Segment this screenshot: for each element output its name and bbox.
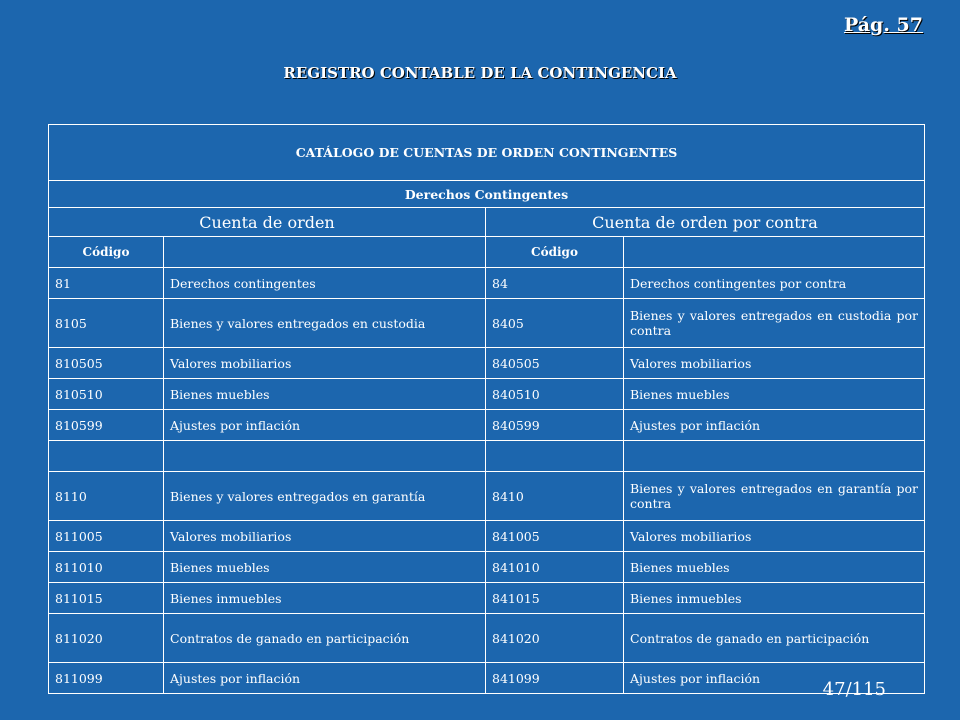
- name-cell-left: Ajustes por inflación: [164, 663, 486, 694]
- name-cell-right: Contratos de ganado en participación: [624, 614, 925, 663]
- name-header-left: [164, 237, 486, 268]
- code-cell-right: 840599: [486, 410, 624, 441]
- code-cell-right: 84: [486, 268, 624, 299]
- code-header-right: Código: [486, 237, 624, 268]
- name-cell-right: Valores mobiliarios: [624, 521, 925, 552]
- name-cell-left: Valores mobiliarios: [164, 348, 486, 379]
- table-row: [49, 472, 925, 521]
- code-cell-left: 8110: [49, 472, 164, 521]
- name-cell-left: [164, 441, 486, 472]
- table-row: [49, 521, 925, 552]
- accounts-catalog-table: [48, 124, 925, 694]
- table-row: [49, 348, 925, 379]
- page-number-label: Pág. 57: [843, 14, 923, 36]
- name-cell-right: [624, 441, 925, 472]
- code-cell-left: 81: [49, 268, 164, 299]
- code-cell-left: 8105: [49, 299, 164, 348]
- name-cell-right: Bienes y valores entregados en garantía por contra: [624, 472, 925, 521]
- name-cell-left: Ajustes por inflación: [164, 410, 486, 441]
- name-cell-right: Bienes y valores entregados en custodia por contra: [624, 299, 925, 348]
- table-row: [49, 299, 925, 348]
- name-cell-right: Bienes muebles: [624, 379, 925, 410]
- code-cell-right: 841015: [486, 583, 624, 614]
- code-cell-right: 8410: [486, 472, 624, 521]
- name-cell-right: Ajustes por inflación: [624, 663, 925, 694]
- name-header-right: [624, 237, 925, 268]
- table-row: [49, 441, 925, 472]
- slide-counter: 47/115: [822, 679, 886, 700]
- name-cell-left: Derechos contingentes: [164, 268, 486, 299]
- code-cell-left: 810599: [49, 410, 164, 441]
- table-row: [49, 583, 925, 614]
- table-row: [49, 614, 925, 663]
- code-cell-right: 840510: [486, 379, 624, 410]
- table-row: [49, 663, 925, 694]
- group-header-left: Cuenta de orden: [49, 208, 486, 237]
- table-subcaption: Derechos Contingentes: [49, 181, 925, 208]
- name-cell-right: Bienes inmuebles: [624, 583, 925, 614]
- code-cell-left: 811010: [49, 552, 164, 583]
- code-cell-right: 840505: [486, 348, 624, 379]
- name-cell-right: Derechos contingentes por contra: [624, 268, 925, 299]
- table-subcaption-row: [49, 181, 925, 208]
- code-cell-right: 841005: [486, 521, 624, 552]
- name-cell-right: Valores mobiliarios: [624, 348, 925, 379]
- code-header-left: Código: [49, 237, 164, 268]
- code-cell-left: 811005: [49, 521, 164, 552]
- code-cell-left: 811020: [49, 614, 164, 663]
- code-cell-left: [49, 441, 164, 472]
- code-cell-left: 810505: [49, 348, 164, 379]
- table-caption-row: [49, 125, 925, 181]
- table-row: [49, 379, 925, 410]
- group-header-right: Cuenta de orden por contra: [486, 208, 925, 237]
- name-cell-left: Valores mobiliarios: [164, 521, 486, 552]
- name-cell-left: Bienes inmuebles: [164, 583, 486, 614]
- code-cell-right: 841099: [486, 663, 624, 694]
- slide-title: REGISTRO CONTABLE DE LA CONTINGENCIA: [283, 64, 677, 82]
- table-row: [49, 268, 925, 299]
- name-cell-left: Bienes y valores entregados en garantía: [164, 472, 486, 521]
- name-cell-left: Bienes y valores entregados en custodia: [164, 299, 486, 348]
- code-header-row: [49, 237, 925, 268]
- name-cell-right: Bienes muebles: [624, 552, 925, 583]
- code-cell-right: 8405: [486, 299, 624, 348]
- code-cell-right: [486, 441, 624, 472]
- table-row: [49, 552, 925, 583]
- code-cell-left: 811015: [49, 583, 164, 614]
- code-cell-left: 810510: [49, 379, 164, 410]
- name-cell-right: Ajustes por inflación: [624, 410, 925, 441]
- table-row: [49, 410, 925, 441]
- name-cell-left: Contratos de ganado en participación: [164, 614, 486, 663]
- code-cell-right: 841010: [486, 552, 624, 583]
- name-cell-left: Bienes muebles: [164, 552, 486, 583]
- name-cell-left: Bienes muebles: [164, 379, 486, 410]
- code-cell-left: 811099: [49, 663, 164, 694]
- code-cell-right: 841020: [486, 614, 624, 663]
- table-caption: CATÁLOGO DE CUENTAS DE ORDEN CONTINGENTES: [49, 125, 925, 181]
- group-header-row: [49, 208, 925, 237]
